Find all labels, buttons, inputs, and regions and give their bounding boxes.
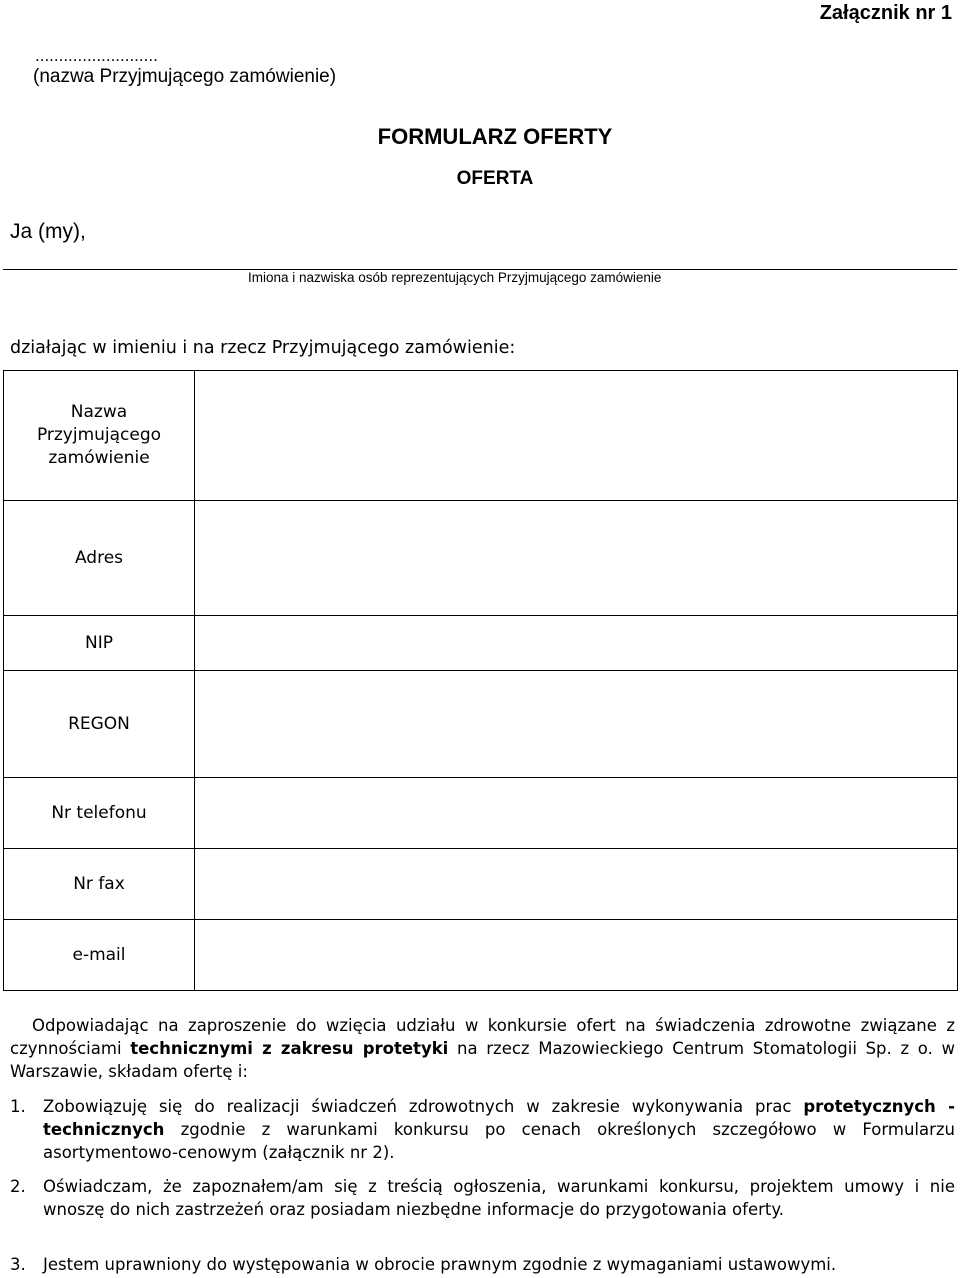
row-value-phone[interactable]: [195, 778, 958, 849]
declaration-item-1: 1. Zobowiązuję się do realizacji świadczeń zdrowotnych w zakresie wykonywania prac protetycznych - technicznych zgodnie z warunkami konkursu po cenach określonych szczegółowo w Formularzu asortymentowo-cenowym (załącznik nr 2).: [10, 1097, 955, 1162]
row-value-regon[interactable]: [195, 671, 958, 778]
org-name-dotted-line: ..........................: [35, 46, 158, 65]
signatory-caption: Imiona i nazwiska osób reprezentujących Przyjmującego zamówienie: [248, 270, 662, 285]
acting-on-behalf-text: działając w imieniu i na rzecz Przyjmującego zamówienie:: [10, 338, 516, 358]
row-label-nip: NIP: [4, 616, 195, 671]
form-title: FORMULARZ OFERTY: [377, 124, 613, 149]
row-label-email: e-mail: [4, 920, 195, 991]
table-row: [4, 501, 958, 616]
row-value-email[interactable]: [195, 920, 958, 991]
table-row: [4, 371, 958, 501]
table-row: [4, 616, 958, 671]
row-label-fax: Nr fax: [4, 849, 195, 920]
row-label-phone: Nr telefonu: [4, 778, 195, 849]
row-label-address: Adres: [4, 501, 195, 616]
table-row: [4, 778, 958, 849]
offeror-details-table: [3, 370, 958, 991]
row-value-address[interactable]: [195, 501, 958, 616]
row-value-nip[interactable]: [195, 616, 958, 671]
org-name-caption: (nazwa Przyjmującego zamówienie): [33, 66, 337, 87]
intro-paragraph: Odpowiadając na zaproszenie do wzięcia udziału w konkursie ofert na świadczenia zdrowotne związane z czynnościami technicznymi z zakresu protetyki na rzecz Mazowieckiego Centrum Stomatologii Sp. z o. w Warszawie, składam ofertę i:: [10, 1016, 956, 1081]
declaration-item-2: 2. Oświadczam, że zapoznałem/am się z treścią ogłoszenia, warunkami konkursu, projektem umowy i nie wnoszę do nich zastrzeżeń oraz posiadam niezbędne informacje do przygotowania oferty.: [10, 1177, 955, 1219]
form-subtitle: OFERTA: [456, 168, 534, 189]
signatory-label: Ja (my),: [10, 220, 86, 243]
table-row: [4, 671, 958, 778]
annex-label: Załącznik nr 1: [819, 2, 952, 24]
row-value-name[interactable]: [195, 371, 958, 501]
row-label-name: Nazwa Przyjmującego zamówienie: [4, 371, 195, 501]
row-label-regon: REGON: [4, 671, 195, 778]
declaration-item-3: 3. Jestem uprawniony do występowania w obrocie prawnym zgodnie z wymaganiami ustawowymi.: [10, 1255, 837, 1274]
row-value-fax[interactable]: [195, 849, 958, 920]
table-row: [4, 920, 958, 991]
table-row: [4, 849, 958, 920]
